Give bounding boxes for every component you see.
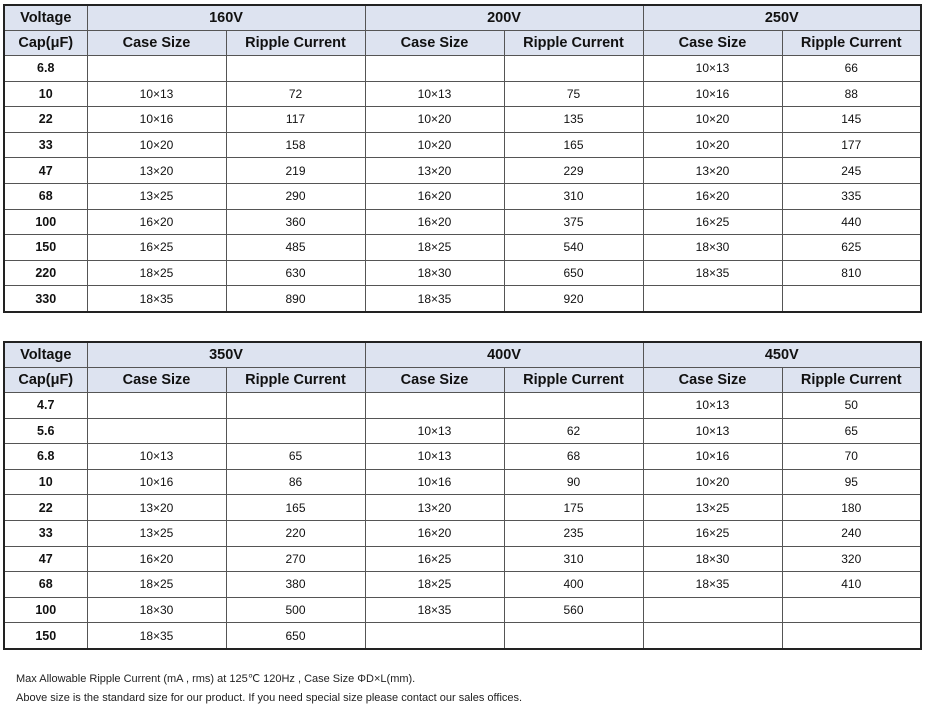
table-row — [4, 469, 921, 495]
ripple-current-cell: 175 — [504, 495, 643, 521]
case-size-cell: 16×20 — [87, 209, 226, 235]
capacitance-cell: 100 — [4, 597, 87, 623]
case-size-cell: 16×25 — [643, 209, 782, 235]
case-size-cell: 13×20 — [365, 158, 504, 184]
ripple-current-cell: 650 — [226, 623, 365, 649]
case-size-cell: 10×16 — [87, 469, 226, 495]
case-size-header: Case Size — [365, 368, 504, 393]
case-size-cell: 10×16 — [643, 444, 782, 470]
case-size-cell: 10×16 — [365, 469, 504, 495]
voltage-label: Voltage — [4, 342, 87, 368]
case-size-cell: 18×30 — [87, 597, 226, 623]
table-row — [4, 393, 921, 419]
ripple-current-header: Ripple Current — [504, 31, 643, 56]
case-size-cell: 18×25 — [87, 260, 226, 286]
ripple-current-cell: 245 — [782, 158, 921, 184]
case-size-header: Case Size — [87, 368, 226, 393]
case-size-cell: 13×25 — [87, 520, 226, 546]
spec-table-350-450v — [3, 341, 922, 650]
cap-label: Cap(μF) — [4, 368, 87, 393]
ripple-current-cell: 145 — [782, 107, 921, 133]
case-size-cell: 16×25 — [365, 546, 504, 572]
ripple-current-header: Ripple Current — [504, 368, 643, 393]
table-row — [4, 107, 921, 133]
ripple-current-cell: 270 — [226, 546, 365, 572]
case-size-cell: 16×20 — [365, 209, 504, 235]
case-size-header: Case Size — [87, 31, 226, 56]
ripple-current-cell: 380 — [226, 572, 365, 598]
ripple-current-cell — [504, 56, 643, 82]
table-row — [4, 623, 921, 649]
case-size-cell: 18×25 — [87, 572, 226, 598]
table-row — [4, 597, 921, 623]
ripple-current-cell — [782, 623, 921, 649]
table-row — [4, 56, 921, 82]
footnote-ripple-conditions: Max Allowable Ripple Current (mA , rms) at 125℃ 120Hz , Case Size ΦD×L(mm). — [16, 673, 416, 685]
ripple-current-cell: 70 — [782, 444, 921, 470]
ripple-current-cell — [226, 56, 365, 82]
ripple-current-cell: 320 — [782, 546, 921, 572]
case-size-cell: 10×20 — [365, 132, 504, 158]
table-row — [4, 444, 921, 470]
ripple-current-cell: 625 — [782, 235, 921, 261]
table-row — [4, 81, 921, 107]
ripple-current-cell: 220 — [226, 520, 365, 546]
footnote-special-size: Above size is the standard size for our product. If you need special size please contact our sales offices. — [16, 692, 523, 704]
table-row — [4, 495, 921, 521]
ripple-current-cell: 219 — [226, 158, 365, 184]
ripple-current-cell: 360 — [226, 209, 365, 235]
table-row — [4, 235, 921, 261]
ripple-current-cell: 400 — [504, 572, 643, 598]
case-size-cell: 10×20 — [365, 107, 504, 133]
case-size-cell: 10×16 — [643, 81, 782, 107]
case-size-cell: 10×13 — [365, 81, 504, 107]
case-size-cell — [87, 418, 226, 444]
voltage-label: Voltage — [4, 5, 87, 31]
table-row — [4, 209, 921, 235]
ripple-current-cell: 88 — [782, 81, 921, 107]
case-size-cell: 10×20 — [643, 132, 782, 158]
ripple-current-cell: 890 — [226, 286, 365, 312]
ripple-current-cell — [504, 393, 643, 419]
case-size-header: Case Size — [643, 31, 782, 56]
case-size-cell: 18×30 — [365, 260, 504, 286]
capacitance-cell: 220 — [4, 260, 87, 286]
capacitance-cell: 10 — [4, 469, 87, 495]
capacitance-cell: 47 — [4, 546, 87, 572]
table-row — [4, 183, 921, 209]
case-size-header: Case Size — [643, 368, 782, 393]
ripple-current-cell: 95 — [782, 469, 921, 495]
ripple-current-cell: 560 — [504, 597, 643, 623]
ripple-current-cell: 165 — [226, 495, 365, 521]
case-size-cell — [365, 56, 504, 82]
capacitance-cell: 150 — [4, 623, 87, 649]
case-size-cell: 16×25 — [87, 235, 226, 261]
case-size-cell: 10×20 — [643, 107, 782, 133]
capacitance-cell: 6.8 — [4, 56, 87, 82]
case-size-cell — [643, 623, 782, 649]
ripple-current-cell: 920 — [504, 286, 643, 312]
ripple-current-cell: 810 — [782, 260, 921, 286]
case-size-cell: 10×13 — [365, 444, 504, 470]
capacitance-cell: 33 — [4, 520, 87, 546]
case-size-cell: 10×13 — [643, 56, 782, 82]
ripple-current-cell: 240 — [782, 520, 921, 546]
capacitance-cell: 47 — [4, 158, 87, 184]
case-size-cell: 18×35 — [365, 597, 504, 623]
case-size-cell: 10×13 — [365, 418, 504, 444]
ripple-current-cell: 90 — [504, 469, 643, 495]
capacitance-cell: 6.8 — [4, 444, 87, 470]
capacitance-cell: 68 — [4, 572, 87, 598]
spec-table-160-250v — [3, 4, 922, 313]
table-row — [4, 132, 921, 158]
ripple-current-cell: 290 — [226, 183, 365, 209]
ripple-current-cell: 66 — [782, 56, 921, 82]
ripple-current-cell: 68 — [504, 444, 643, 470]
case-size-cell: 18×25 — [365, 572, 504, 598]
ripple-current-cell: 62 — [504, 418, 643, 444]
capacitance-cell: 5.6 — [4, 418, 87, 444]
case-size-cell: 10×13 — [643, 393, 782, 419]
voltage-header: 350V — [87, 342, 365, 368]
voltage-header: 400V — [365, 342, 643, 368]
voltage-header: 450V — [643, 342, 921, 368]
ripple-current-cell: 335 — [782, 183, 921, 209]
ripple-current-cell: 440 — [782, 209, 921, 235]
table-row — [4, 158, 921, 184]
voltage-header-row — [4, 5, 921, 31]
ripple-current-cell — [504, 623, 643, 649]
table-row — [4, 286, 921, 312]
table-row — [4, 546, 921, 572]
capacitance-cell: 10 — [4, 81, 87, 107]
ripple-current-cell: 165 — [504, 132, 643, 158]
case-size-cell: 13×20 — [87, 495, 226, 521]
ripple-current-header: Ripple Current — [226, 31, 365, 56]
voltage-header: 160V — [87, 5, 365, 31]
case-size-cell: 18×35 — [365, 286, 504, 312]
case-size-cell: 10×13 — [87, 81, 226, 107]
ripple-current-header: Ripple Current — [782, 368, 921, 393]
case-size-cell — [87, 56, 226, 82]
ripple-current-cell: 375 — [504, 209, 643, 235]
table-row — [4, 260, 921, 286]
case-size-cell: 18×35 — [87, 286, 226, 312]
capacitance-cell: 22 — [4, 107, 87, 133]
ripple-current-cell: 540 — [504, 235, 643, 261]
capacitance-cell: 22 — [4, 495, 87, 521]
ripple-current-cell: 500 — [226, 597, 365, 623]
voltage-header: 200V — [365, 5, 643, 31]
ripple-current-cell: 50 — [782, 393, 921, 419]
spec-table-body — [4, 5, 921, 312]
ripple-current-cell: 485 — [226, 235, 365, 261]
case-size-cell: 10×13 — [643, 418, 782, 444]
ripple-current-cell: 75 — [504, 81, 643, 107]
case-size-cell — [643, 286, 782, 312]
table-row — [4, 572, 921, 598]
case-size-cell: 10×20 — [643, 469, 782, 495]
case-size-cell: 18×30 — [643, 546, 782, 572]
ripple-current-cell: 235 — [504, 520, 643, 546]
ripple-current-cell: 310 — [504, 183, 643, 209]
ripple-current-cell: 158 — [226, 132, 365, 158]
case-size-cell: 10×20 — [87, 132, 226, 158]
voltage-header-row — [4, 342, 921, 368]
case-size-cell: 13×20 — [643, 158, 782, 184]
column-header-row — [4, 31, 921, 56]
capacitance-cell: 33 — [4, 132, 87, 158]
ripple-current-cell: 310 — [504, 546, 643, 572]
ripple-current-cell: 72 — [226, 81, 365, 107]
case-size-cell: 13×25 — [87, 183, 226, 209]
column-header-row — [4, 368, 921, 393]
ripple-current-cell — [226, 418, 365, 444]
case-size-cell: 18×35 — [643, 260, 782, 286]
case-size-cell: 13×20 — [87, 158, 226, 184]
ripple-current-cell: 65 — [226, 444, 365, 470]
ripple-current-cell: 630 — [226, 260, 365, 286]
ripple-current-cell — [782, 286, 921, 312]
case-size-cell: 16×25 — [643, 520, 782, 546]
case-size-cell: 10×16 — [87, 107, 226, 133]
case-size-cell: 16×20 — [365, 183, 504, 209]
capacitance-cell: 68 — [4, 183, 87, 209]
case-size-cell: 16×20 — [87, 546, 226, 572]
voltage-header: 250V — [643, 5, 921, 31]
footnotes — [16, 670, 522, 708]
ripple-current-header: Ripple Current — [782, 31, 921, 56]
ripple-current-cell: 650 — [504, 260, 643, 286]
case-size-cell: 10×13 — [87, 444, 226, 470]
ripple-current-cell: 177 — [782, 132, 921, 158]
case-size-cell: 18×25 — [365, 235, 504, 261]
ripple-current-cell: 229 — [504, 158, 643, 184]
ripple-current-cell — [782, 597, 921, 623]
case-size-cell: 18×35 — [87, 623, 226, 649]
table-row — [4, 418, 921, 444]
capacitance-cell: 100 — [4, 209, 87, 235]
case-size-cell: 16×20 — [365, 520, 504, 546]
spec-table-body — [4, 342, 921, 649]
ripple-current-cell: 117 — [226, 107, 365, 133]
ripple-current-cell: 135 — [504, 107, 643, 133]
case-size-cell — [365, 393, 504, 419]
case-size-cell: 18×30 — [643, 235, 782, 261]
ripple-current-cell: 86 — [226, 469, 365, 495]
case-size-cell: 18×35 — [643, 572, 782, 598]
ripple-current-cell — [226, 393, 365, 419]
case-size-cell: 16×20 — [643, 183, 782, 209]
ripple-current-header: Ripple Current — [226, 368, 365, 393]
capacitance-cell: 330 — [4, 286, 87, 312]
case-size-cell — [365, 623, 504, 649]
ripple-current-cell: 180 — [782, 495, 921, 521]
case-size-cell: 13×25 — [643, 495, 782, 521]
case-size-cell — [643, 597, 782, 623]
case-size-header: Case Size — [365, 31, 504, 56]
table-row — [4, 520, 921, 546]
ripple-current-cell: 410 — [782, 572, 921, 598]
ripple-current-cell: 65 — [782, 418, 921, 444]
case-size-cell — [87, 393, 226, 419]
case-size-cell: 13×20 — [365, 495, 504, 521]
capacitance-cell: 4.7 — [4, 393, 87, 419]
cap-label: Cap(μF) — [4, 31, 87, 56]
capacitance-cell: 150 — [4, 235, 87, 261]
